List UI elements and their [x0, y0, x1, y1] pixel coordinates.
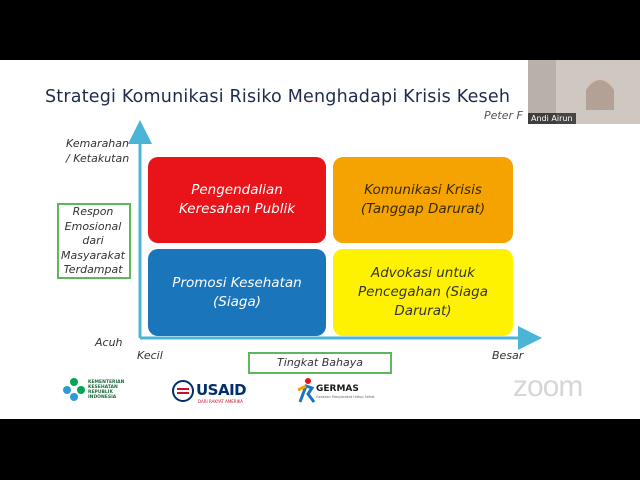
quadrant-text: Advokasi untuk Pencegahan (Siaga Darurat)	[358, 265, 488, 319]
participant-video-tile[interactable]	[528, 60, 640, 124]
quadrant-pengendalian	[148, 157, 326, 243]
quadrant-text: Promosi Kesehatan (Siaga)	[172, 274, 302, 310]
usaid-logo	[172, 380, 254, 406]
germas-subtext: Gerakan Masyarakat Hidup Sehat	[316, 395, 375, 399]
y-axis-bottom-label: Acuh	[95, 336, 123, 349]
kemenkes-text: KEMENTERIAN KESEHATAN REPUBLIK INDONESIA	[88, 380, 125, 400]
x-axis-box-label: Tingkat Bahaya	[248, 352, 392, 374]
germas-logo	[296, 376, 375, 406]
quadrant-promosi	[148, 249, 326, 336]
slide-author: Peter F	[484, 109, 523, 122]
slide-title: Strategi Komunikasi Risiko Menghadapi Krisis Keseh	[45, 87, 511, 107]
participant-name: Andi Airun	[528, 113, 576, 124]
usaid-seal-icon	[172, 380, 194, 402]
germas-text: GERMAS	[316, 384, 359, 394]
usaid-subtext: DARI RAKYAT AMERIKA	[198, 399, 244, 404]
y-axis-top-label: Kemarahan / Ketakutan	[66, 137, 130, 165]
quadrant-advokasi	[333, 249, 513, 336]
x-axis-right-label: Besar	[492, 349, 524, 362]
zoom-watermark: zoom	[513, 370, 583, 403]
usaid-text: USAID	[196, 381, 247, 399]
germas-figure-icon	[296, 376, 316, 404]
y-axis-box-label: Respon Emosional dari Masyarakat Terdampat	[61, 205, 125, 276]
kemenkes-logo	[62, 376, 132, 404]
kemenkes-emblem-icon	[62, 376, 86, 402]
quadrant-text: Pengendalian Keresahan Publik	[178, 182, 296, 217]
quadrant-text: Komunikasi Krisis (Tanggap Darurat)	[360, 182, 486, 217]
x-axis-left-label: Kecil	[137, 349, 163, 362]
quadrant-komunikasi-krisis	[333, 157, 513, 243]
